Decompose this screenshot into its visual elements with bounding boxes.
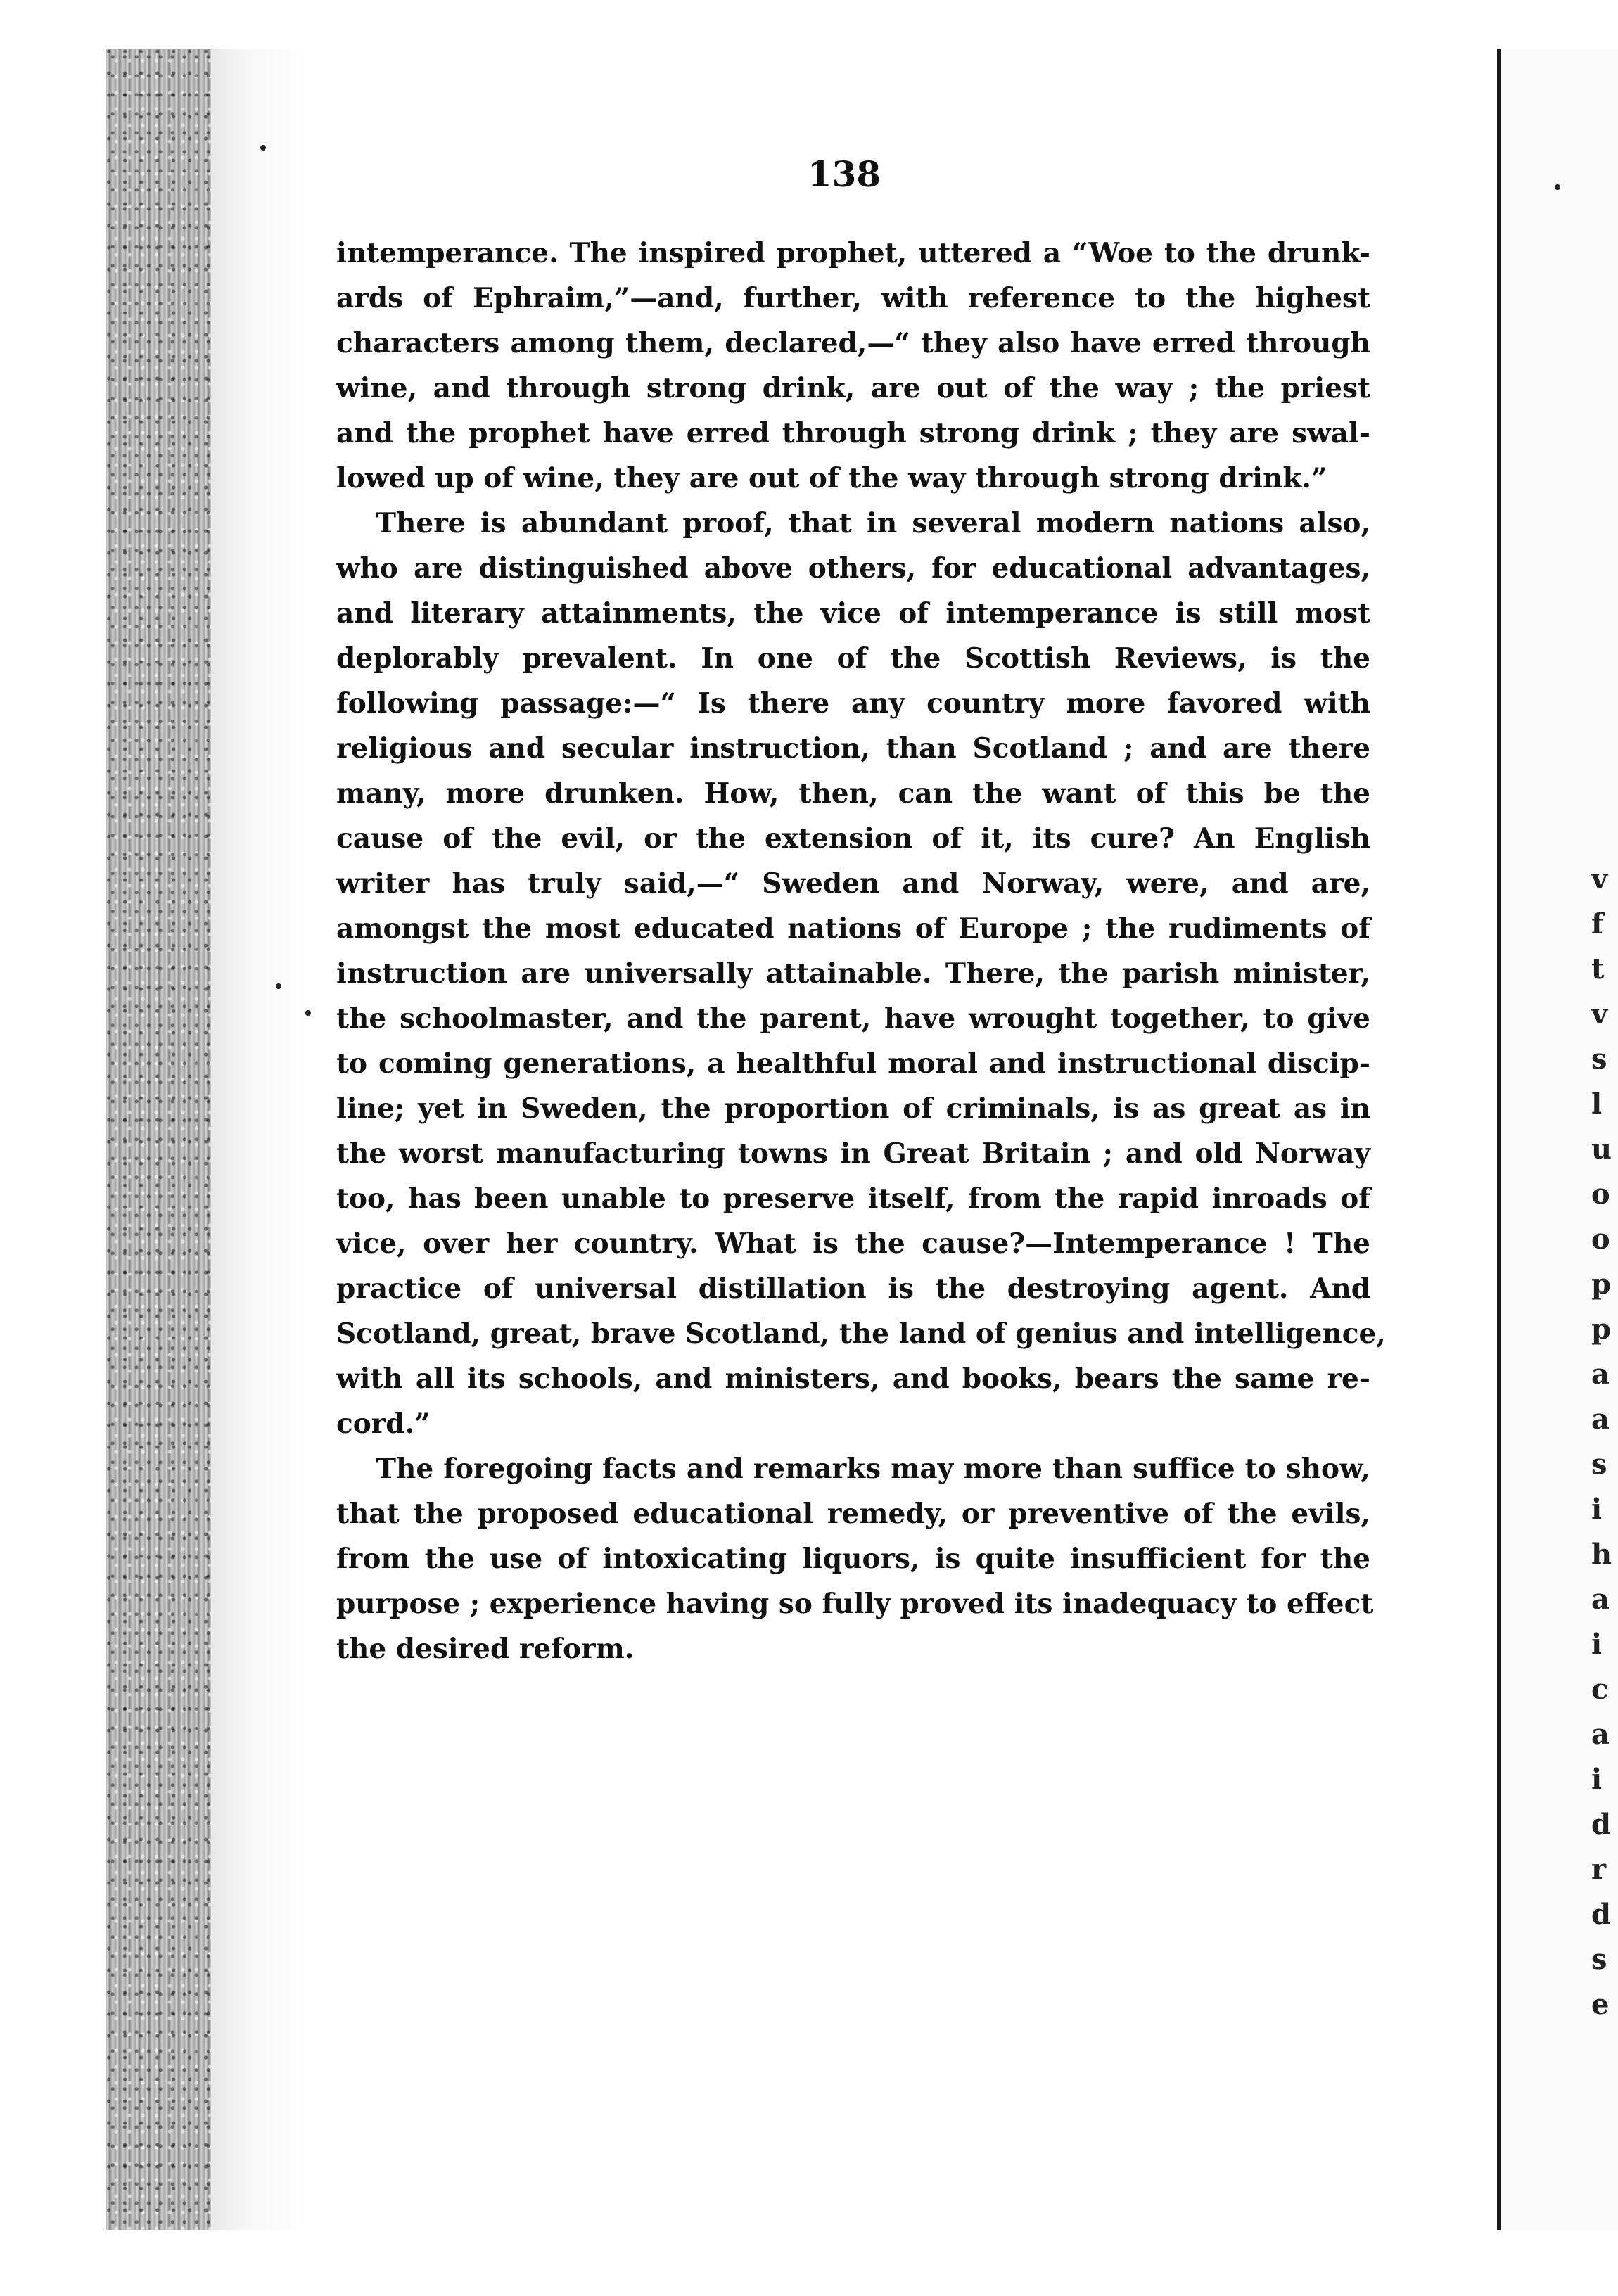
text-line: wine, and through strong drink, are out of the way ; the priest (336, 372, 1370, 404)
facing-page-fragment: i (1591, 1493, 1603, 1526)
facing-page-fragment: o (1591, 1223, 1610, 1256)
text-line: too, has been unable to preserve itself, from the rapid inroads of (336, 1182, 1370, 1215)
facing-page-fragment: p (1591, 1268, 1611, 1301)
text-line: cause of the evil, or the extension of it, its cure? An English (336, 822, 1370, 855)
ink-speck (1555, 184, 1560, 190)
facing-page-fragment: c (1591, 1673, 1609, 1706)
text-line: the schoolmaster, and the parent, have wrought together, to give (336, 1002, 1370, 1035)
facing-page-fragment: s (1591, 1448, 1607, 1481)
text-line: writer has truly said,—“ Sweden and Norway, were, and are, (336, 867, 1370, 900)
facing-page-fragment: f (1591, 907, 1604, 940)
text-line: to coming generations, a healthful moral and instructional discip- (336, 1047, 1370, 1080)
facing-page-fragment: p (1591, 1313, 1611, 1346)
facing-page-fragment: t (1591, 952, 1605, 986)
text-line: the desired reform. (336, 1633, 635, 1665)
text-line: with all its schools, and ministers, and books, bears the same re- (336, 1363, 1370, 1395)
text-line: The foregoing facts and remarks may more than suffice to show, (376, 1453, 1370, 1485)
ink-speck (276, 983, 281, 989)
facing-page-fragment: l (1591, 1088, 1603, 1121)
facing-page-fragment: v (1591, 997, 1608, 1031)
facing-page-fragment: v (1591, 862, 1608, 895)
text-line: practice of universal distillation is the destroying agent. And (336, 1273, 1370, 1305)
text-line: instruction are universally attainable. There, the parish minister, (336, 957, 1370, 990)
text-line: cord.” (336, 1408, 431, 1440)
facing-page-fragment: e (1591, 1988, 1610, 2021)
text-line: many, more drunken. How, then, can the want of this be the (336, 777, 1370, 810)
text-line: amongst the most educated nations of Europe ; the rudiments of (336, 912, 1370, 945)
facing-page-fragment: a (1591, 1403, 1610, 1436)
page-number: 138 (807, 153, 881, 195)
binding-texture (106, 49, 211, 2230)
facing-page-fragment: d (1591, 1808, 1611, 1841)
facing-page-fragment: u (1591, 1133, 1612, 1166)
facing-page-fragment: o (1591, 1178, 1610, 1211)
facing-page-fragment: i (1591, 1763, 1603, 1796)
text-line: line; yet in Sweden, the proportion of criminals, is as great as in (336, 1092, 1370, 1125)
text-line: that the proposed educational remedy, or preventive of the evils, (336, 1498, 1370, 1530)
text-line: and the prophet have erred through strong drink ; they are swal- (336, 417, 1370, 449)
facing-page-fragment: i (1591, 1628, 1603, 1661)
facing-page-fragment: s (1591, 1943, 1607, 1976)
text-line: There is abundant proof, that in several modern nations also, (376, 507, 1370, 540)
facing-page-fragment: a (1591, 1358, 1610, 1391)
text-line: following passage:—“ Is there any country more favored with (336, 687, 1370, 720)
text-line: ards of Ephraim,”—and, further, with reference to the highest (336, 282, 1370, 314)
facing-page-fragment: d (1591, 1898, 1611, 1931)
text-line: Scotland, great, brave Scotland, the land of genius and intelligence, (336, 1318, 1386, 1350)
facing-page-fragment: a (1591, 1583, 1610, 1616)
text-line: characters among them, declared,—“ they also have erred through (336, 327, 1370, 359)
text-line: and literary attainments, the vice of intemperance is still most (336, 597, 1370, 630)
text-line: intemperance. The inspired prophet, uttered a “Woe to the drunk- (336, 237, 1370, 269)
ink-speck (260, 145, 266, 151)
text-line: religious and secular instruction, than Scotland ; and are there (336, 732, 1370, 765)
ink-speck (305, 1010, 311, 1016)
facing-page-fragment: r (1591, 1853, 1607, 1886)
text-line: vice, over her country. What is the cause?—Intemperance ! The (336, 1227, 1370, 1260)
text-line: deplorably prevalent. In one of the Scottish Reviews, is the (336, 642, 1370, 675)
facing-page-fragment: s (1591, 1042, 1607, 1076)
text-line: the worst manufacturing towns in Great Britain ; and old Norway (336, 1137, 1370, 1170)
body-text (336, 231, 1386, 1671)
text-line: purpose ; experience having so fully proved its inadequacy to effect (336, 1588, 1374, 1620)
facing-page-fragment: h (1591, 1538, 1612, 1571)
text-line: from the use of intoxicating liquors, is quite insufficient for the (336, 1543, 1370, 1575)
facing-page-fragment: a (1591, 1718, 1610, 1751)
text-line: who are distinguished above others, for educational advantages, (336, 552, 1370, 585)
text-line: lowed up of wine, they are out of the way through strong drink.” (336, 462, 1327, 495)
